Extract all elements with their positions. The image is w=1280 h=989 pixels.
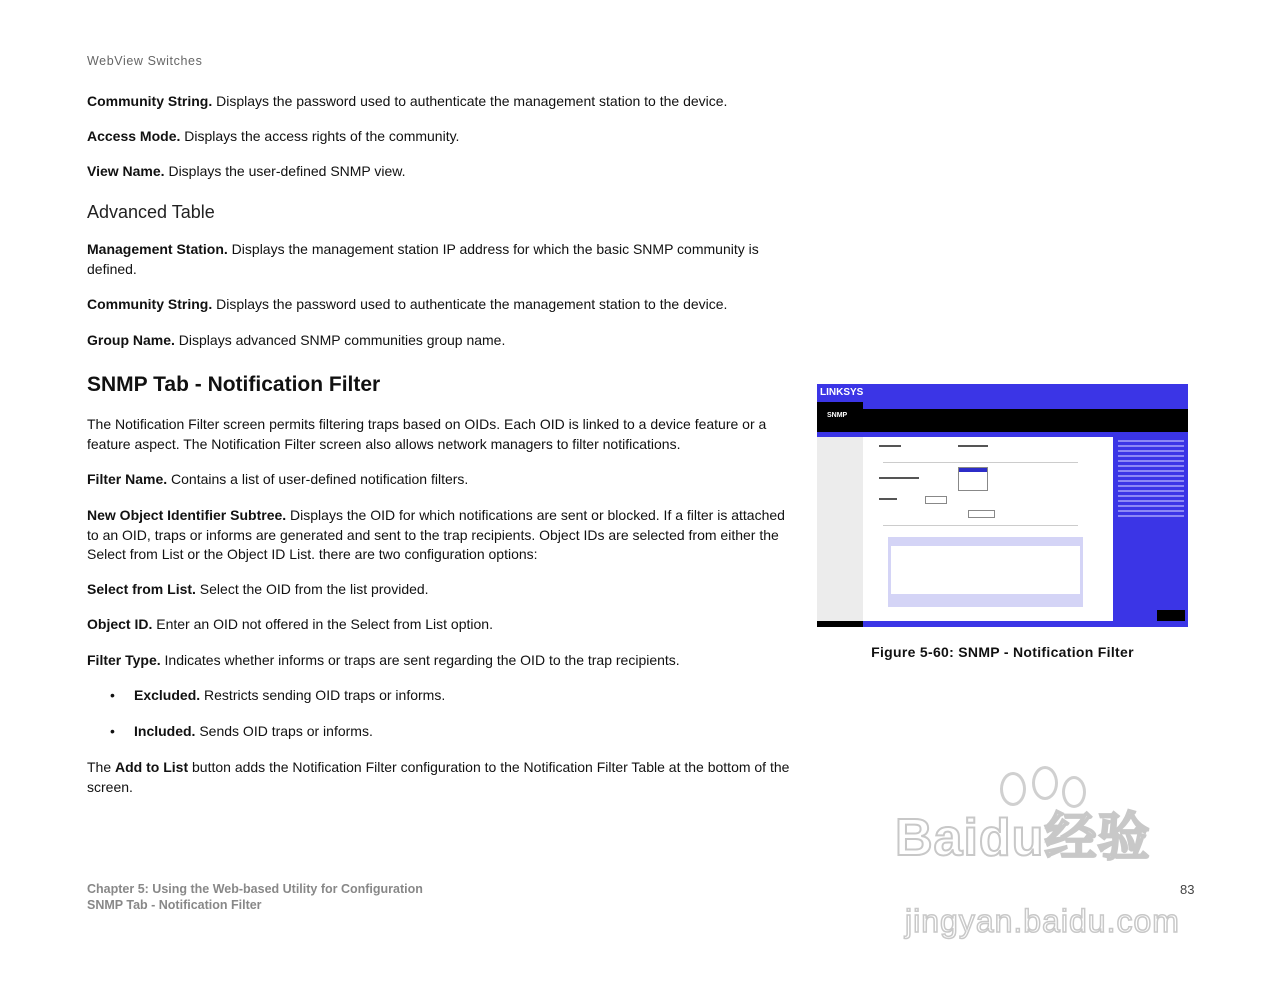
pre: The	[87, 759, 116, 775]
desc: Displays the management station IP address for which the basic SNMP community is defined.	[87, 241, 759, 277]
term: New Object Identifier Subtree.	[87, 507, 287, 523]
paragraph-add-to-list	[87, 758, 792, 797]
bullet-excluded	[110, 686, 445, 706]
term: Management Station.	[87, 241, 228, 257]
term: Excluded.	[134, 687, 201, 703]
paragraph-filter-type	[87, 651, 792, 671]
footer-chapter: Chapter 5: Using the Web-based Utility for Configuration	[87, 882, 423, 896]
paragraph-view-name	[87, 162, 792, 182]
page-number: 83	[1180, 882, 1195, 897]
watermark-paw-icon	[1000, 772, 1026, 806]
bullet-icon: •	[110, 723, 115, 739]
paragraph-management-station	[87, 240, 792, 279]
running-header: WebView Switches	[87, 54, 203, 68]
desc: Displays the access rights of the community.	[180, 128, 460, 144]
bullet-icon: •	[110, 687, 115, 703]
figure-title-strip	[863, 402, 1188, 409]
footer-section: SNMP Tab - Notification Filter	[87, 898, 262, 912]
section-heading: SNMP Tab - Notification Filter	[87, 373, 381, 396]
term: Select from List.	[87, 581, 196, 597]
paragraph-select-from-list	[87, 580, 792, 600]
advanced-table-heading: Advanced Table	[87, 202, 215, 222]
desc: Displays the password used to authenticate the management station to the device.	[212, 93, 728, 109]
term: Group Name.	[87, 332, 175, 348]
figure-sidebar	[817, 437, 863, 621]
paragraph-community-string	[87, 92, 792, 112]
desc: Displays the OID for which notifications are sent or blocked. If a filter is attached to an OID, traps or informs are generated and sent to the trap recipients. Object IDs are selected from either the Select from List or the Object ID List. there are two configuration options:	[87, 507, 785, 562]
paragraph-filter-name	[87, 470, 792, 490]
figure-bottom-bar	[817, 621, 1188, 627]
term: Object ID.	[87, 616, 153, 632]
term: Add to List	[115, 759, 189, 775]
desc: Select the OID from the list provided.	[195, 581, 429, 597]
watermark-paw-icon	[1032, 766, 1058, 800]
figure-top-bar	[817, 384, 1188, 402]
figure-caption: Figure 5-60: SNMP - Notification Filter	[871, 644, 1134, 660]
term: Community String.	[87, 296, 213, 312]
term: Community String.	[87, 93, 213, 109]
desc: Contains a list of user-defined notification filters.	[167, 471, 469, 487]
watermark-text: Baidu经验	[895, 809, 1151, 867]
desc: Displays the user-defined SNMP view.	[164, 163, 406, 179]
paragraph-community-string-2	[87, 295, 792, 315]
watermark-paw-icon	[1062, 776, 1086, 808]
figure-screenshot	[817, 384, 1188, 627]
watermark-url: jingyan.baidu.com	[905, 903, 1180, 939]
desc: button adds the Notification Filter configuration to the Notification Filter Table at the bottom of the screen.	[87, 759, 790, 795]
paragraph-intro: The Notification Filter screen permits filtering traps based on OIDs. Each OID is linked to a device feature or a feature aspect. The Notification Filter screen also allows network managers to filter notifications.	[87, 416, 767, 452]
term: Filter Name.	[87, 471, 168, 487]
term: Filter Type.	[87, 652, 161, 668]
linksys-logo: LINKSYS	[820, 387, 864, 398]
desc: Displays advanced SNMP communities group name.	[174, 332, 506, 348]
figure-help-panel	[1114, 437, 1188, 621]
paragraph-object-id	[87, 615, 792, 635]
desc: Enter an OID not offered in the Select from List option.	[152, 616, 493, 632]
paragraph-new-oid-subtree	[87, 506, 792, 565]
desc: Sends OID traps or informs.	[195, 723, 373, 739]
figure-tab-label: SNMP	[827, 412, 848, 419]
paragraph-group-name	[87, 331, 792, 351]
desc: Restricts sending OID traps or informs.	[200, 687, 446, 703]
bullet-included	[110, 722, 373, 742]
desc: Indicates whether informs or traps are sent regarding the OID to the trap recipients.	[160, 652, 680, 668]
term: Included.	[134, 723, 196, 739]
figure-main-panel	[863, 437, 1113, 621]
term: View Name.	[87, 163, 165, 179]
term: Access Mode.	[87, 128, 181, 144]
desc: Displays the password used to authenticate the management station to the device.	[212, 296, 728, 312]
paragraph-access-mode	[87, 127, 792, 147]
